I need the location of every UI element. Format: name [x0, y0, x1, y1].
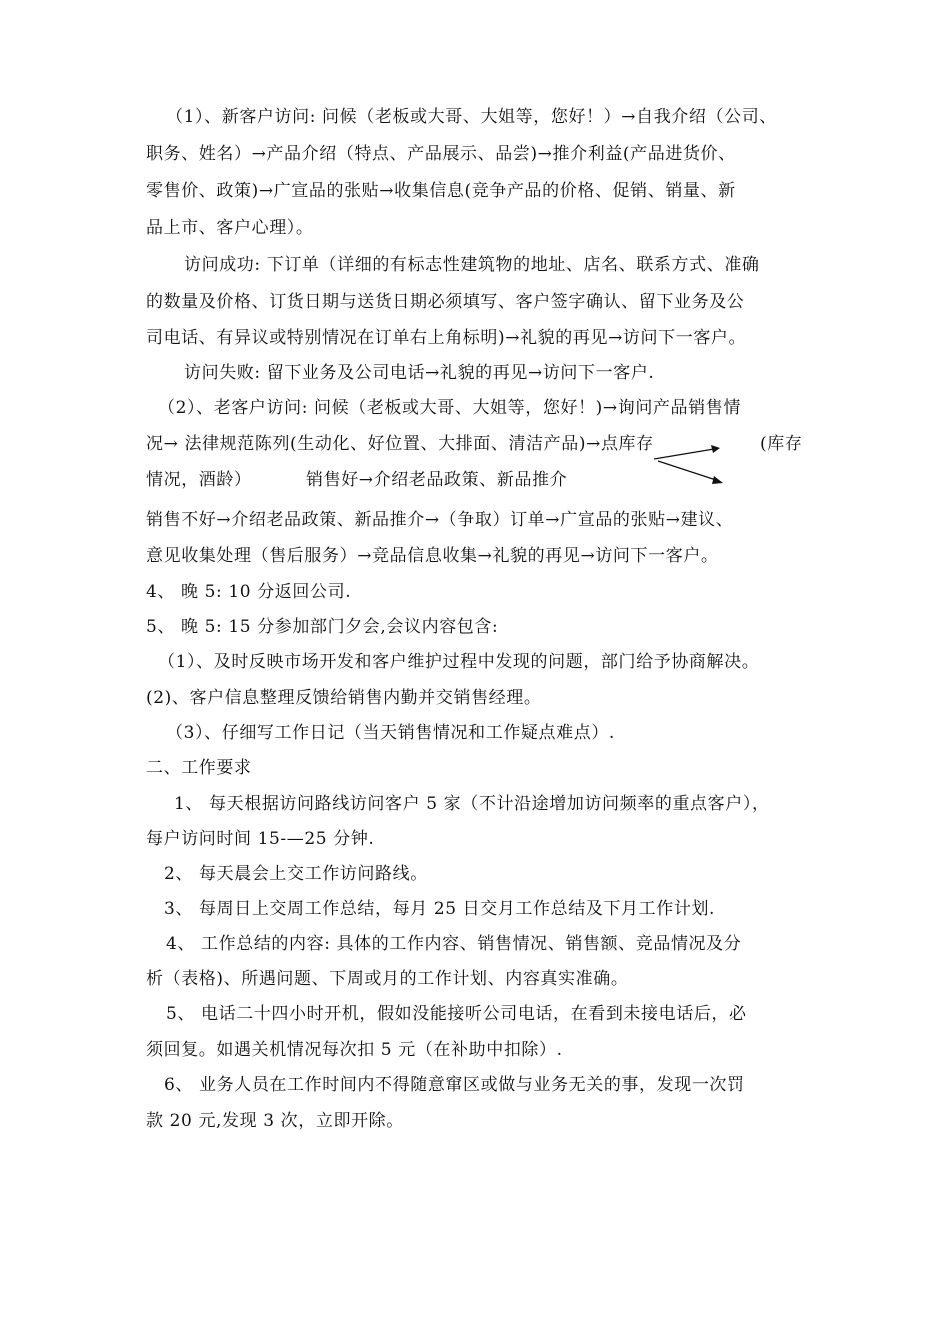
- requirement-1-line-2: 每户访问时间 15-—25 分钟.: [146, 829, 375, 849]
- item-4: 4、 晚 5: 10 分返回公司.: [146, 582, 352, 602]
- section-heading: 二、工作要求: [146, 758, 252, 778]
- visit-success-line-3: 司电话、有异议或特别情况在订单右上角标明)→礼貌的再见→访问下一客户。: [146, 328, 747, 348]
- requirement-6-line-1: 6、 业务人员在工作时间内不得随意窜区或做与业务无关的事，发现一次罚: [164, 1075, 745, 1095]
- meeting-line-3: （3）、仔细写工作日记（当天销售情况和工作疑点难点）.: [166, 723, 615, 743]
- new-customer-line-1: （1）、新客户访问: 问候（老板或大哥、大姐等，您好！）→自我介绍（公司、: [166, 107, 777, 127]
- new-customer-line-4: 品上市、客户心理）。: [146, 218, 314, 238]
- new-customer-line-3: 零售价、政策)→广宣品的张贴→收集信息(竞争产品的价格、促销、销量、新: [146, 181, 736, 201]
- requirement-6-line-2: 款 20 元,发现 3 次，立即开除。: [146, 1111, 404, 1131]
- old-customer-line-2b: (库存: [760, 434, 803, 454]
- requirement-2: 2、 每天晨会上交工作访问路线。: [164, 864, 428, 884]
- visit-success-line-2: 的数量及价格、订货日期与送货日期必须填写、客户签字确认、留下业务及公: [146, 292, 745, 312]
- requirement-4-line-1: 4、 工作总结的内容: 具体的工作内容、销售情况、销售额、竞品情况及分: [166, 934, 742, 954]
- requirement-4-line-2: 析（表格)、所遇问题、下周或月的工作计划、内容真实准确。: [146, 969, 629, 989]
- new-customer-line-2: 职务、姓名）→产品介绍（特点、产品展示、品尝)→推介利益(产品进货价、: [146, 144, 736, 164]
- requirement-5-line-1: 5、 电话二十四小时开机，假如没能接听公司电话，在看到未接电话后，必: [166, 1004, 747, 1024]
- old-customer-line-3a: 情况，酒龄）: [146, 470, 252, 490]
- old-customer-line-5: 意见收集处理（售后服务）→竞品信息收集→礼貌的再见→访问下一客户。: [146, 546, 719, 566]
- old-customer-line-1: （2）、老客户访问: 问候（老板或大哥、大姐等，您好！)→询问产品销售情: [158, 398, 741, 418]
- meeting-line-2: (2)、客户信息整理反馈给销售内勤并交销售经理。: [146, 688, 542, 708]
- meeting-line-1: （1）、及时反映市场开发和客户维护过程中发现的问题，部门给予协商解决。: [158, 652, 760, 672]
- requirement-3: 3、 每周日上交周工作总结，每月 25 日交月工作总结及下月工作计划.: [164, 899, 716, 919]
- old-customer-line-3b: 销售好→介绍老品政策、新品推介: [306, 470, 568, 490]
- visit-failure-line: 访问失败: 留下业务及公司电话→礼貌的再见→访问下一客户.: [184, 363, 655, 383]
- old-customer-line-2a: 况→ 法律规范陈列(生动化、好位置、大排面、清洁产品)→点库存: [146, 434, 654, 454]
- arrow-icon-poor-sales: [650, 455, 730, 495]
- item-5: 5、 晚 5: 15 分参加部门夕会,会议内容包含:: [146, 617, 499, 637]
- requirement-5-line-2: 须回复。如遇关机情况每次扣 5 元（在补助中扣除）.: [146, 1040, 563, 1060]
- old-customer-line-4: 销售不好→介绍老品政策、新品推介→（争取）订单→广宣品的张贴→建议、: [146, 510, 734, 530]
- requirement-1-line-1: 1、 每天根据访问路线访问客户 5 家（不计沿途增加访问频率的重点客户），: [174, 794, 770, 814]
- visit-success-line-1: 访问成功: 下订单（详细的有标志性建筑物的地址、店名、联系方式、准确: [184, 255, 760, 275]
